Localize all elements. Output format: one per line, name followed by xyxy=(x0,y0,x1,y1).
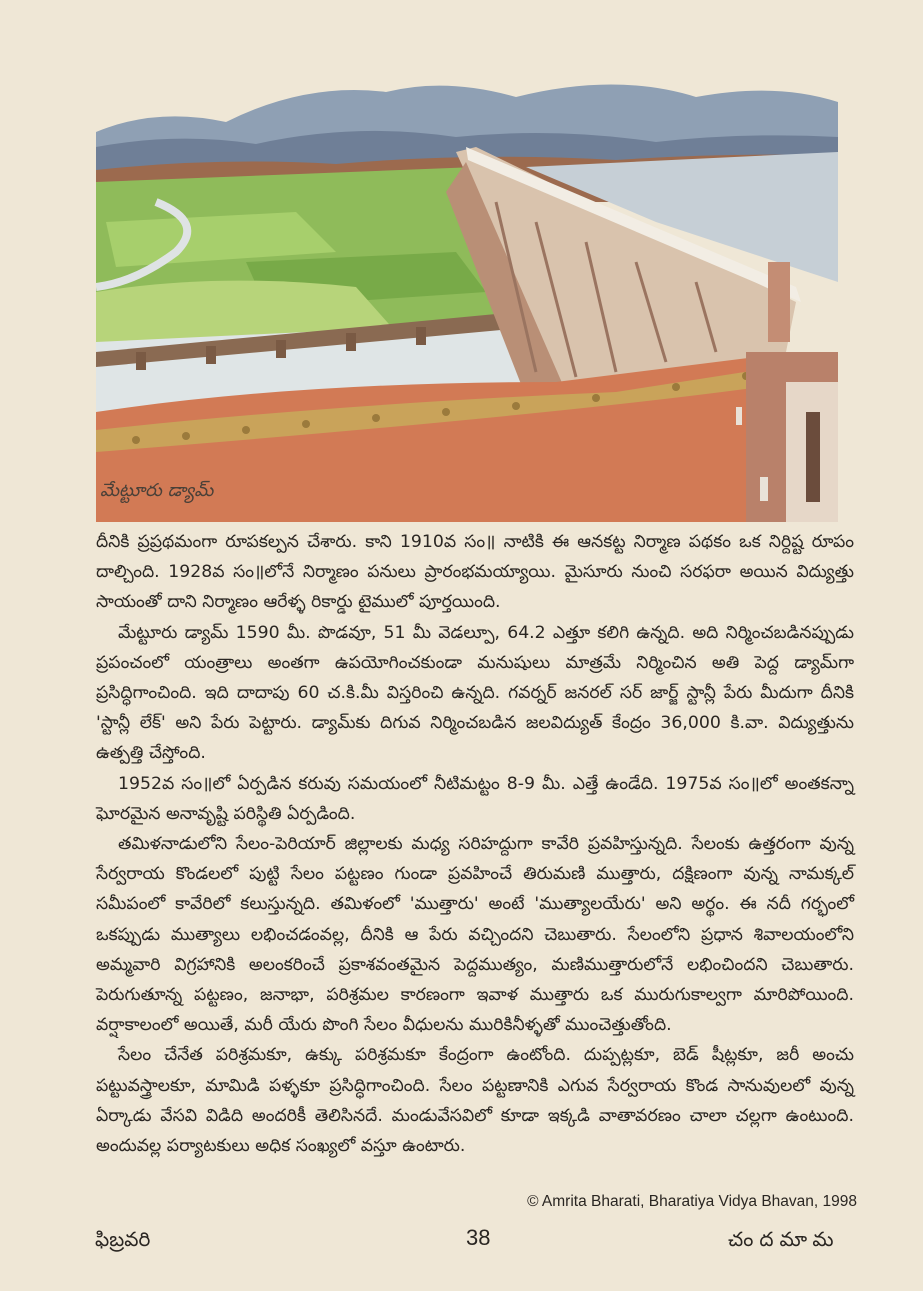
dam-painting-icon xyxy=(96,52,838,522)
page-footer xyxy=(0,1225,923,1265)
paragraph: మేట్టూరు డ్యామ్ 1590 మీ. పొడవూ, 51 మీ వెడల్పూ, 64.2 ఎత్తూ కలిగి ఉన్నది. అది నిర్మించబడినప్పుడు ప్రపంచంలో యంత్రాలు అంతగా ఉపయోగించకుండా మనుషులు మాత్రమే నిర్మించిన అతి పెద్ద డ్యామ్‌గా ప్రసిద్ధిగాంచింది. ఇది దాదాపు 60 చ.కి.మీ విస్తరించి ఉన్నది. గవర్నర్ జనరల్ సర్ జార్జ్ స్టాన్లీ పేరు మీదుగా దీనికి 'స్టాన్లీ లేక్' అని పేరు పెట్టారు. డ్యామ్‌కు దిగువ నిర్మించబడిన జలవిద్యుత్ కేంద్రం 36,000 కి.వా. విద్యుత్తును ఉత్పత్తి చేస్తోంది. xyxy=(96,622,854,764)
paragraph: దీనికి ప్రప్రథమంగా రూపకల్పన చేశారు. కాని 1910వ సం॥ నాటికి ఈ ఆనకట్ట నిర్మాణ పథకం ఒక నిర్దిష్ట రూపం దాల్చింది. 1928వ సం॥లోనే నిర్మాణం పనులు ప్రారంభమయ్యాయి. మైసూరు నుంచి సరఫరా అయిన విద్యుత్తు సాయంతో దాని నిర్మాణం ఆరేళ్ళ రికార్డు టైములో పూర్తయింది. xyxy=(96,532,854,613)
illustration-caption: మేట్టూరు డ్యామ్ xyxy=(100,480,214,501)
page-number: 38 xyxy=(466,1225,491,1250)
copyright-notice: © Amrita Bharati, Bharatiya Vidya Bhavan, 1998 xyxy=(527,1193,857,1210)
article-body xyxy=(96,527,854,1161)
paragraph: సేలం చేనేత పరిశ్రమకూ, ఉక్కు పరిశ్రమకూ కేంద్రంగా ఉంటోంది. దుప్పట్లకూ, బెడ్ షీట్లకూ, జరీ అంచు పట్టువస్త్రాలకూ, మామిడి పళ్ళకూ ప్రసిద్ధిగాంచింది. సేలం పట్టణానికి ఎగువ సేర్వరాయ కొండ సానువులలో వున్న ఏర్కాడు వేసవి విడిది అందరికీ తెలిసినదే. మండువేసవిలో కూడా ఇక్కడి వాతావరణం చాలా చల్లగా ఉంటుంది. అందువల్ల పర్యాటకులు అధిక సంఖ్యలో వస్తూ ఉంటారు. xyxy=(96,1045,854,1157)
paragraph: తమిళనాడులోని సేలం-పెరియార్ జిల్లాలకు మధ్య సరిహద్దుగా కావేరి ప్రవహిస్తున్నది. సేలంకు ఉత్తరంగా వున్న సేర్వరాయ కొండలలో పుట్టి సేలం పట్టణం గుండా ప్రవహించే తిరుమణి ముత్తారు, దక్షిణంగా వున్న నామక్కల్ సమీపంలో కావేరిలో కలుస్తున్నది. తమిళంలో 'ముత్తారు' అంటే 'ముత్యాలయేరు' అని అర్థం. ఈ నదీ గర్భంలో ఒకప్పుడు ముత్యాలు లభించడంవల్ల, దీనికి ఆ పేరు వచ్చిందని చెబుతారు. సేలంలోని ప్రధాన శివాలయంలోని అమ్మవారి విగ్రహానికి అలంకరించే ప్రకాశవంతమైన పెద్దముత్యం, మణిముత్తారులోనే లభించిందని చెబుతారు. పెరుగుతూన్న పట్టణం, జనాభా, పరిశ్రమల కారణంగా ఇవాళ ముత్తారు ఒక మురుగుకాల్వగా మారిపోయింది. వర్షాకాలంలో అయితే, మరీ యేరు పొంగి సేలం వీధులను మురికినీళ్ళతో ముంచెత్తుతోంది. xyxy=(96,834,854,1036)
dam-illustration xyxy=(96,52,838,522)
magazine-name: చందమామ xyxy=(728,1227,840,1251)
footer-month: ఫిబ్రవరి xyxy=(95,1227,151,1251)
paragraph: 1952వ సం॥లో ఏర్పడిన కరువు సమయంలో నీటిమట్టం 8-9 మీ. ఎత్తే ఉండేది. 1975వ సం॥లో అంతకన్నా ఘోరమైన అనావృష్టి పరిస్థితి ఏర్పడింది. xyxy=(96,773,854,824)
